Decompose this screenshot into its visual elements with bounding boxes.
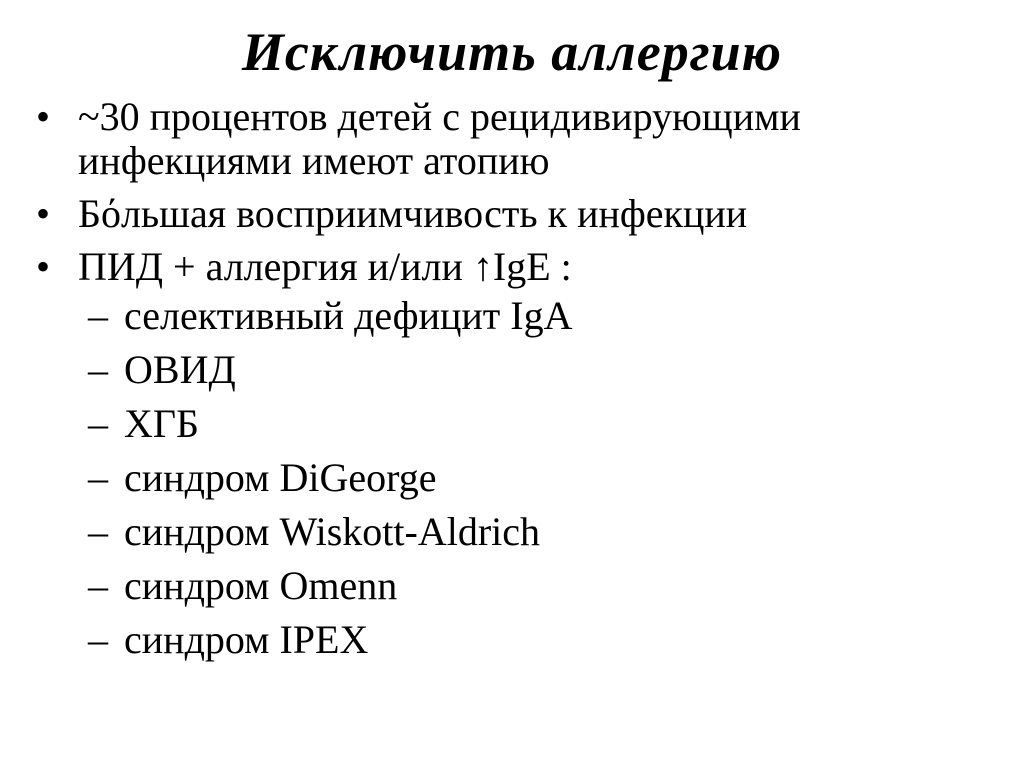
bullet-text: Бόльшая восприимчивость к инфекции [78, 191, 748, 236]
sub-item [36, 505, 996, 559]
dash-marker: – [88, 401, 108, 446]
dash-marker: – [88, 455, 108, 500]
sub-item-text: синдром DiGeorge [124, 455, 437, 500]
sub-item [36, 613, 996, 667]
bullet-marker: • [36, 244, 51, 289]
sub-item [36, 559, 996, 613]
sub-item [36, 289, 996, 343]
bullet-item [36, 245, 996, 289]
bullet-text: ~30 процентов детей с рецидивирующими инфекциями имеют атопию [78, 94, 801, 183]
sub-item-text: ХГБ [124, 401, 199, 446]
bullet-marker: • [36, 94, 51, 139]
dash-marker: – [88, 563, 108, 608]
bullet-text: ПИД + аллергия и/или ↑IgE : [78, 244, 572, 289]
sub-list-container [36, 289, 996, 667]
dash-marker: – [88, 347, 108, 392]
dash-marker: – [88, 293, 108, 338]
bullet-item [36, 95, 996, 183]
sub-item-text: синдром IPEX [124, 617, 369, 662]
sub-item-text: селективный дефицит IgA [124, 293, 573, 338]
sub-item [36, 343, 996, 397]
sub-item [36, 451, 996, 505]
slide-title: Исключить аллергию [241, 22, 783, 82]
sub-list [36, 289, 996, 667]
sub-item-text: ОВИД [124, 347, 236, 392]
dash-marker: – [88, 617, 108, 662]
sub-item-text: синдром Wiskott-Aldrich [124, 509, 541, 554]
sub-item [36, 397, 996, 451]
dash-marker: – [88, 509, 108, 554]
bullet-list [36, 95, 996, 667]
bullet-marker: • [36, 191, 51, 236]
sub-item-text: синдром Omenn [124, 563, 398, 608]
bullet-item [36, 192, 996, 236]
